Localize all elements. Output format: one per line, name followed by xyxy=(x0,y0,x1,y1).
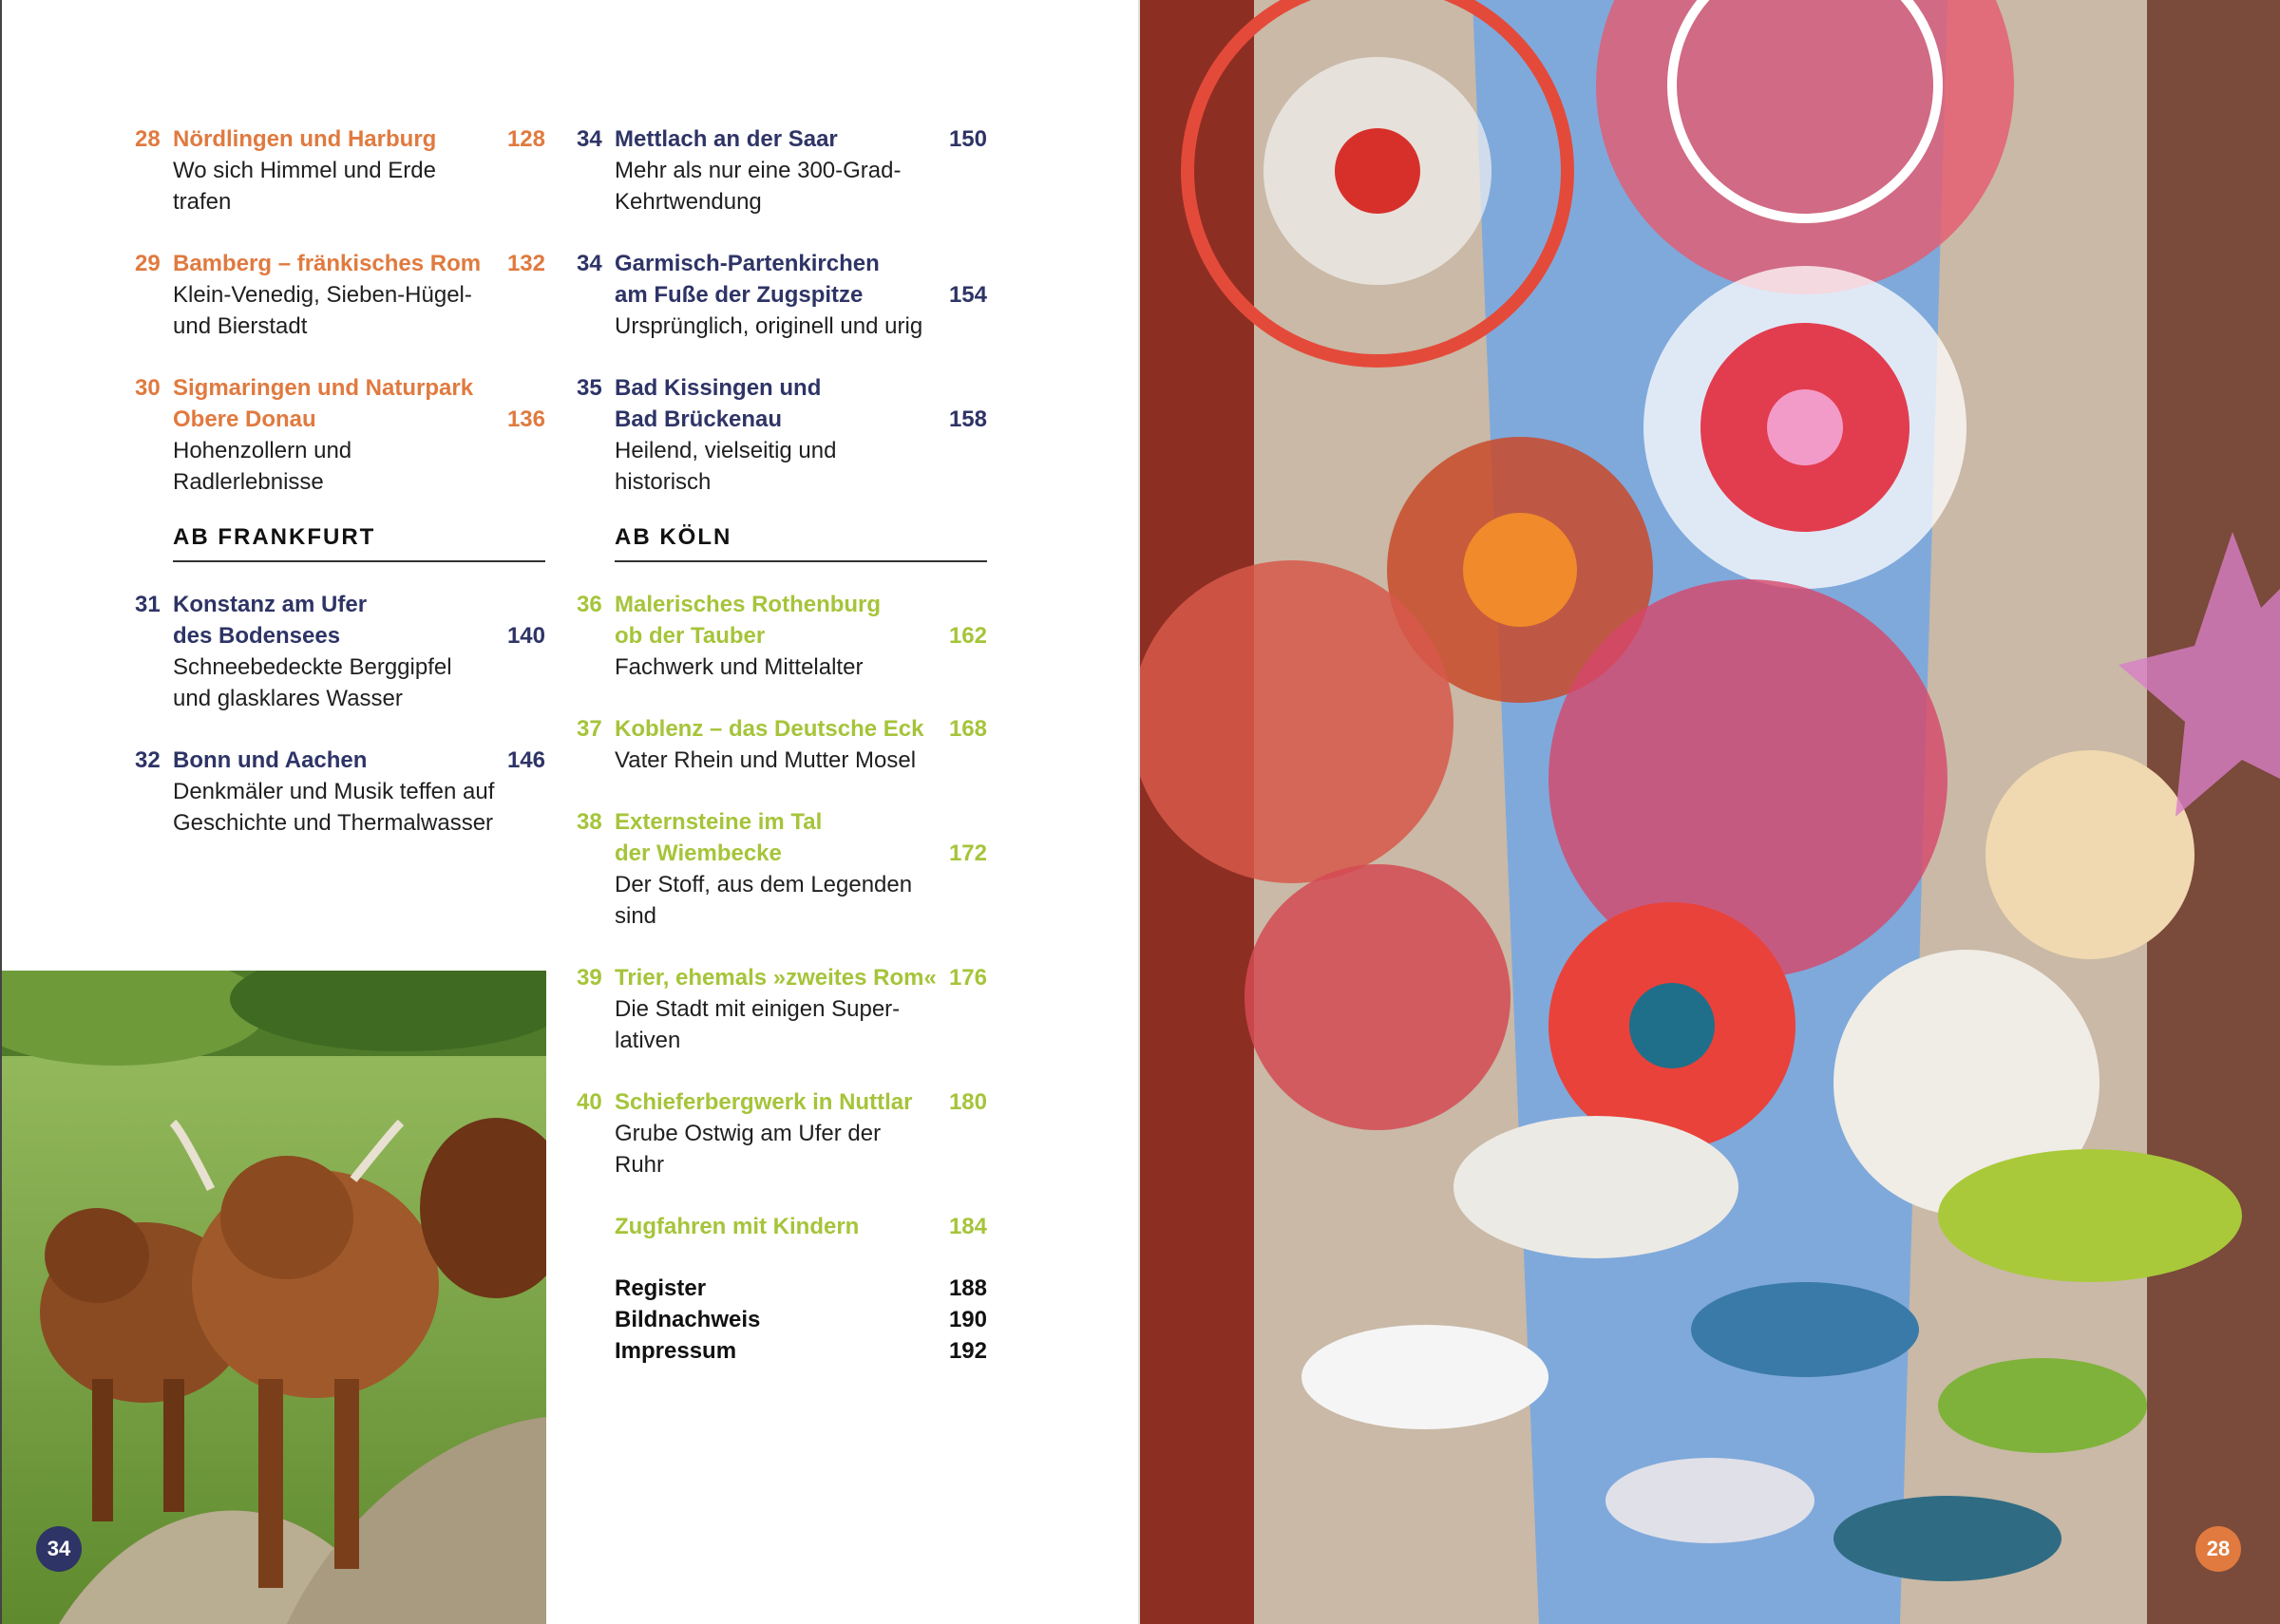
entry-number: 29 xyxy=(135,251,161,276)
toc-entry[interactable] xyxy=(135,123,545,217)
toc-entry[interactable] xyxy=(577,1211,987,1242)
entry-subtitle: Hohenzollern und Radlerlebnisse xyxy=(173,438,352,495)
back-matter-label: Impressum xyxy=(615,1338,737,1364)
entry-subtitle: Fachwerk und Mittelalter xyxy=(615,654,864,680)
entry-title: Schieferbergwerk in Nuttlar xyxy=(615,1089,913,1115)
back-matter-label: Register xyxy=(615,1275,707,1301)
entry-number: 31 xyxy=(135,592,161,617)
toc-entry[interactable] xyxy=(135,372,545,498)
entry-subtitle: Der Stoff, aus dem Legenden sind xyxy=(615,872,913,929)
entry-number: 35 xyxy=(577,375,602,401)
entry-number: 38 xyxy=(577,809,602,835)
toc-entry[interactable] xyxy=(577,123,987,217)
entry-page: 128 xyxy=(506,126,545,152)
entry-number: 30 xyxy=(135,375,161,401)
toc-entry[interactable] xyxy=(577,372,987,498)
back-matter-item[interactable] xyxy=(615,1273,987,1304)
entry-title: Trier, ehemals »zweites Rom« xyxy=(615,965,937,991)
toc-group-left-top xyxy=(135,123,545,498)
lace-street-photo xyxy=(1140,0,2280,1624)
page-number-badge-right: 28 xyxy=(2195,1526,2241,1572)
entry-page: 154 xyxy=(948,282,987,308)
entry-page: 162 xyxy=(948,623,987,649)
section-heading-frankfurt: AB FRANKFURT xyxy=(173,524,545,562)
entry-number: 28 xyxy=(135,126,161,152)
back-matter-label: Bildnachweis xyxy=(615,1307,761,1332)
toc-group-right-top xyxy=(577,123,987,498)
entry-page: 132 xyxy=(506,251,545,276)
toc-entry[interactable] xyxy=(135,745,545,839)
entry-title: Garmisch-Partenkirchen am Fuße der Zugspitze xyxy=(615,251,880,308)
entry-page: 176 xyxy=(948,965,987,991)
entry-subtitle: Ursprünglich, originell und urig xyxy=(615,313,923,339)
entry-title: Koblenz – das Deutsche Eck xyxy=(615,716,924,742)
entry-title: Nördlingen und Harburg xyxy=(173,126,437,152)
section-heading-koeln: AB KÖLN xyxy=(615,524,987,562)
entry-page: 146 xyxy=(506,747,545,773)
entry-title: Sigmaringen und Naturpark Obere Donau xyxy=(173,375,474,432)
toc-column-left xyxy=(135,123,545,869)
entry-title: Bonn und Aachen xyxy=(173,747,368,773)
cows-photo xyxy=(2,971,546,1624)
entry-number: 37 xyxy=(577,716,602,742)
entry-page: 136 xyxy=(506,406,545,432)
entry-title: Zugfahren mit Kindern xyxy=(615,1214,860,1239)
entry-subtitle: Schneebedeckte Berggipfel und glasklares Wasser xyxy=(173,654,452,711)
back-matter-page: 190 xyxy=(948,1307,987,1332)
entry-title: Konstanz am Ufer des Bodensees xyxy=(173,592,368,649)
entry-subtitle: Wo sich Himmel und Erde trafen xyxy=(173,158,436,215)
toc-group-left-bottom xyxy=(135,589,545,839)
toc-group-right-bottom xyxy=(577,589,987,1242)
entry-number: 34 xyxy=(577,126,602,152)
entry-title: Malerisches Rothenburg ob der Tauber xyxy=(615,592,882,649)
entry-number: 32 xyxy=(135,747,161,773)
entry-subtitle: Heilend, vielseitig und historisch xyxy=(615,438,837,495)
toc-entry[interactable] xyxy=(135,248,545,342)
back-matter-list xyxy=(615,1273,987,1367)
entry-page: 168 xyxy=(948,716,987,742)
entry-number: 36 xyxy=(577,592,602,617)
entry-page: 184 xyxy=(948,1214,987,1239)
entry-subtitle: Die Stadt mit einigen Super- lativen xyxy=(615,996,901,1053)
toc-entry[interactable] xyxy=(577,962,987,1056)
back-matter-item[interactable] xyxy=(615,1304,987,1335)
toc-entry[interactable] xyxy=(135,589,545,714)
entry-number: 40 xyxy=(577,1089,602,1115)
back-matter-item[interactable] xyxy=(615,1335,987,1367)
entry-title: Mettlach an der Saar xyxy=(615,126,838,152)
entry-page: 172 xyxy=(948,840,987,866)
entry-number: 34 xyxy=(577,251,602,276)
entry-subtitle: Vater Rhein und Mutter Mosel xyxy=(615,747,917,773)
entry-subtitle: Klein-Venedig, Sieben-Hügel- und Bierstadt xyxy=(173,282,472,339)
entry-page: 180 xyxy=(948,1089,987,1115)
entry-page: 158 xyxy=(948,406,987,432)
toc-entry[interactable] xyxy=(577,248,987,342)
entry-subtitle: Denkmäler und Musik teffen auf Geschichte und Thermalwasser xyxy=(173,779,495,836)
entry-subtitle: Mehr als nur eine 300-Grad- Kehrtwendung xyxy=(615,158,902,215)
toc-entry[interactable] xyxy=(577,1086,987,1180)
entry-page: 150 xyxy=(948,126,987,152)
toc-entry[interactable] xyxy=(577,806,987,932)
page-number-badge-left: 34 xyxy=(36,1526,82,1572)
entry-title: Externsteine im Tal der Wiembecke xyxy=(615,809,823,866)
toc-column-right xyxy=(577,123,987,1367)
entry-page: 140 xyxy=(506,623,545,649)
entry-number: 39 xyxy=(577,965,602,991)
entry-title: Bamberg – fränkisches Rom xyxy=(173,251,482,276)
back-matter-page: 188 xyxy=(948,1275,987,1301)
back-matter-page: 192 xyxy=(948,1338,987,1364)
toc-entry[interactable] xyxy=(577,589,987,683)
entry-title: Bad Kissingen und Bad Brückenau xyxy=(615,375,822,432)
entry-subtitle: Grube Ostwig am Ufer der Ruhr xyxy=(615,1121,882,1178)
toc-entry[interactable] xyxy=(577,713,987,776)
